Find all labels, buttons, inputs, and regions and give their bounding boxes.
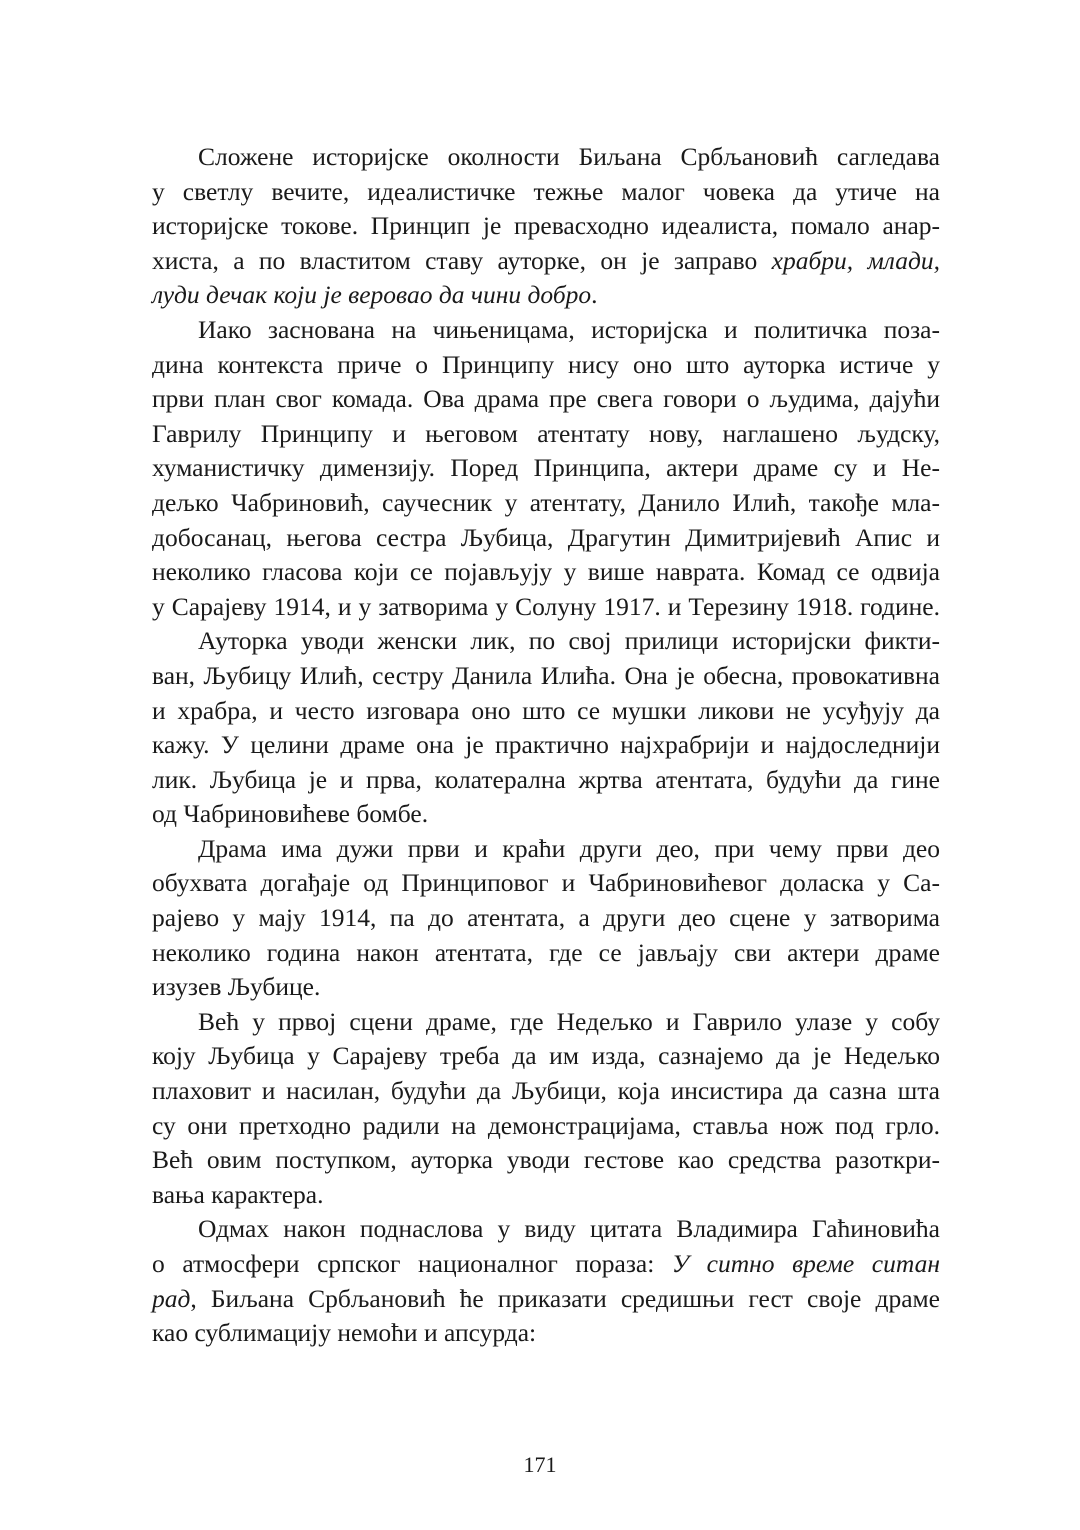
text-line <box>152 313 940 348</box>
text-segment: дељко Чабриновић, саучесник у атентату, Данило Илић, такође мла- <box>152 487 940 517</box>
text-line <box>152 348 940 383</box>
text-segment: од Чабриновићеве бомбе. <box>152 799 429 829</box>
page-number: 171 <box>523 1452 557 1477</box>
text-segment: , Биљана Србљановић ће приказати средишњи гест своје драме <box>190 1283 940 1313</box>
text-segment: обухвата догађаје од Принциповог и Чабриновићевог доласка у Са- <box>152 868 940 898</box>
text-segment: Већ у првој сцени драме, где Недељко и Гаврило улазе у собу <box>198 1006 940 1036</box>
text-segment: Већ овим поступком, ауторка уводи гестове као средства разоткри- <box>152 1145 940 1175</box>
text-line <box>152 590 940 625</box>
text-line <box>152 694 940 729</box>
text-segment: у светлу вечите, идеалистичке тежње малог човека да утиче на <box>152 176 940 206</box>
text-segment: хиста, а по властитом ставу ауторке, он је заправо <box>152 245 772 275</box>
text-segment: у Сарајеву 1914, и у затворима у Солуну 1917. и Терезину 1918. године. <box>152 591 940 621</box>
text-line <box>152 521 940 556</box>
text-segment: добосанац, његова сестра Љубица, Драгутин Димитријевић Апис и <box>152 522 940 552</box>
text-segment: неколико гласова који се појављују у више наврата. Комад се одвија <box>152 557 940 587</box>
text-segment: плаховит и насилан, будући да Љубици, која инсистира да сазна шта <box>152 1076 940 1106</box>
text-line <box>152 1178 940 1213</box>
text-segment: Одмах након поднаслова у виду цитата Владимира Гаћиновића <box>198 1214 940 1244</box>
text-line <box>152 1005 940 1040</box>
text-line <box>152 659 940 694</box>
text-line <box>152 1074 940 1109</box>
text-segment: хуманистичку димензију. Поред Принципа, актери драме су и Не- <box>152 453 940 483</box>
text-line <box>152 451 940 486</box>
text-line <box>152 486 940 521</box>
text-segment: рајево у мају 1914, па до атентата, а други део сцене у затворима <box>152 903 940 933</box>
text-line <box>152 382 940 417</box>
text-line <box>152 797 940 832</box>
text-segment: неколико година након атентата, где се јављају сви актери драме <box>152 937 940 967</box>
text-segment: Драма има дужи први и краћи други део, при чему први део <box>198 833 940 863</box>
text-segment: . <box>591 280 598 310</box>
text-line <box>152 1039 940 1074</box>
body-text <box>152 140 940 1351</box>
text-line <box>152 1212 940 1247</box>
text-line <box>152 936 940 971</box>
text-line <box>152 140 940 175</box>
text-line <box>152 763 940 798</box>
text-line <box>152 555 940 590</box>
text-line <box>152 1109 940 1144</box>
text-line <box>152 209 940 244</box>
text-segment: историјске токове. Принцип је превасходно идеалиста, помало анар- <box>152 211 940 241</box>
text-segment: ван, Љубицу Илић, сестру Данила Илића. Она је обесна, провокативна <box>152 660 940 690</box>
text-segment: лик. Љубица је и прва, колатерална жртва атентата, будући да гине <box>152 764 940 794</box>
text-line <box>152 278 940 313</box>
text-segment: вања карактера. <box>152 1179 324 1209</box>
italic-quote: У ситно време ситан <box>671 1249 940 1278</box>
italic-quote: храбри, млади, <box>771 245 940 275</box>
text-segment: су они претходно радили на демонстрацијама, ставља нож под грло. <box>152 1110 940 1140</box>
text-line <box>152 417 940 452</box>
text-segment: први план свог комада. Ова драма пре свега говори о људима, дајући <box>152 384 940 414</box>
text-segment: Ауторка уводи женски лик, по свој прилици историјски фикти- <box>198 626 940 656</box>
text-line <box>152 832 940 867</box>
text-segment: изузев Љубице. <box>152 972 321 1002</box>
text-segment: дина контекста приче о Принципу нису оно што ауторка истиче у <box>152 349 940 379</box>
italic-quote: луди дечак који је веровао да чини добро <box>152 280 592 310</box>
text-segment: као сублимацију немоћи и апсурда: <box>152 1318 537 1348</box>
italic-quote: рад <box>152 1283 191 1313</box>
text-line <box>152 728 940 763</box>
text-line <box>152 1143 940 1178</box>
text-segment: о атмосфери српског националног пораза: <box>152 1249 672 1278</box>
text-segment: и храбра, и често изговара оно што се мушки ликови не усуђују да <box>152 695 940 725</box>
text-line <box>152 175 940 210</box>
text-line <box>152 901 940 936</box>
text-segment: Гаврилу Принципу и његовом атентату нову, наглашено људску, <box>152 418 940 448</box>
text-line <box>152 1316 940 1351</box>
text-segment: Иако заснована на чињеницама, историјска и политичка поза- <box>198 314 940 344</box>
text-line <box>152 1247 940 1282</box>
text-line <box>152 624 940 659</box>
text-segment: Сложене историјске околности Биљана Србљановић сагледава <box>198 142 940 171</box>
text-segment: коју Љубица у Сарајеву треба да им изда, сазнајемо да је Недељко <box>152 1041 940 1071</box>
text-line <box>152 970 940 1005</box>
text-line <box>152 1282 940 1317</box>
text-segment: кажу. У целини драме она је практично најхрабрији и најдоследнији <box>152 730 940 760</box>
text-line <box>152 866 940 901</box>
text-line <box>152 244 940 279</box>
